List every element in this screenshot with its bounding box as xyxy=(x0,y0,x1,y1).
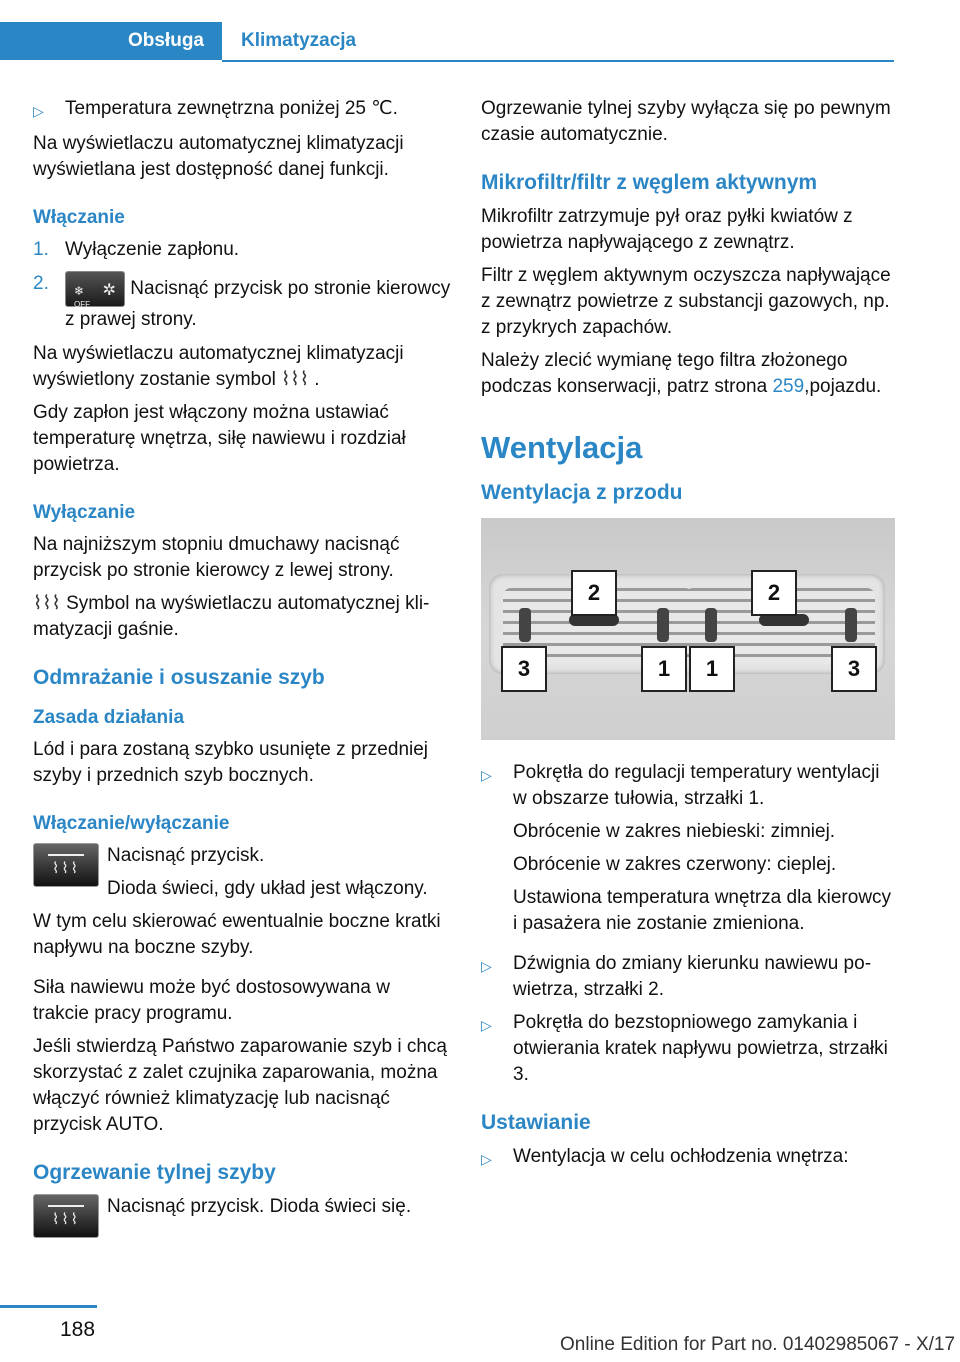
step-text: Wyłączenie zapłonu. xyxy=(65,239,240,260)
defrost-row xyxy=(33,843,451,909)
heading-zasada: Zasada działania xyxy=(33,707,185,728)
defrost-text xyxy=(107,843,428,909)
heading-wylaczanie: Wyłączanie xyxy=(33,502,136,523)
paragraph xyxy=(481,348,895,400)
bullet-text: Pokrętła do bezstopniowego zamykania i otwierania kratek napływu powietrza, strzałki 3. xyxy=(513,1012,888,1085)
tab-obsluga[interactable]: Obsługa xyxy=(0,22,222,60)
triangle-bullet-icon: ▷ xyxy=(33,103,44,119)
step-number: 2. xyxy=(33,273,49,294)
heading-wlaczanie: Włączanie xyxy=(33,207,125,228)
callout-arrow-2: 2 xyxy=(571,570,617,616)
paragraph: Mikrofiltr zatrzymuje pył oraz pyłki kwiatów z powietrza napływającego z zewnątrz. xyxy=(481,206,853,253)
rear-window-heat-button-icon: ⌇⌇⌇ xyxy=(33,1194,99,1238)
fan-off-button-icon: ❄ ✲ OFF xyxy=(65,271,125,307)
paragraph: W tym celu skierować ewentualnie boczne kratki napływu na boczne szyby. xyxy=(33,911,441,958)
bullet-text: Pokrętła do regulacji temperatury wentylacji w obszarze tułowia, strzałki 1. xyxy=(513,762,880,809)
bullet-text: Obrócenie w zakres niebieski: zimniej. xyxy=(513,821,836,842)
list-item xyxy=(481,951,895,1003)
paragraph: Gdy zapłon jest włączony można ustawiać temperaturę wnętrza, siłę nawiewu i rozdział powietrza. xyxy=(33,402,406,475)
paragraph-text-end: . xyxy=(314,369,320,390)
paragraph: Ogrzewanie tylnej szyby wyłącza się po pewnym czasie automatycznie. xyxy=(481,98,891,145)
callout-arrow-1: 1 xyxy=(689,646,735,692)
step-content xyxy=(65,271,451,333)
list-item xyxy=(481,1144,895,1172)
paragraph: Siła nawiewu może być dostosowywana w trakcie pracy programu. xyxy=(33,977,390,1024)
page-number: 188 xyxy=(60,1318,96,1341)
heading-odmrazanie: Odmrażanie i osuszanie szyb xyxy=(33,666,325,689)
bullet-content xyxy=(513,760,895,944)
paragraph: Nacisnąć przycisk. xyxy=(107,845,265,866)
heading-wentylacja: Wentylacja xyxy=(481,430,643,465)
vent-knob xyxy=(519,608,531,642)
callout-arrow-1: 1 xyxy=(641,646,687,692)
right-column xyxy=(481,96,895,1179)
paragraph xyxy=(33,591,451,643)
paragraph xyxy=(33,341,451,393)
paragraph-text: Należy zlecić wymianę tego filtra złożonego podczas konserwacji, patrz strona xyxy=(481,350,848,397)
page-link[interactable]: 259 xyxy=(772,376,805,397)
heading-wentylacja-z-przodu: Wentylacja z przodu xyxy=(481,481,683,504)
left-column xyxy=(33,96,451,1238)
triangle-bullet-icon: ▷ xyxy=(481,767,492,783)
paragraph: Filtr z węglem aktywnym oczyszcza napływające z zewnątrz powietrze z substancji gazowych, np. z przykrych zapachów. xyxy=(481,265,891,338)
callout-arrow-3: 3 xyxy=(501,646,547,692)
paragraph: Nacisnąć przycisk. Dioda świeci się. xyxy=(107,1196,412,1217)
front-vent-photo xyxy=(481,518,895,740)
vent-knob xyxy=(705,608,717,642)
list-item xyxy=(481,760,895,944)
paragraph: Na wyświetlaczu automatycznej klimatyzacji wyświetlana jest dostępność danej funkcji. xyxy=(33,133,404,180)
heat-wave-icon: ⌇⌇⌇ xyxy=(281,369,309,390)
step-2 xyxy=(33,271,451,333)
bullet-text: Wentylacja w celu ochłodzenia wnętrza: xyxy=(513,1146,849,1167)
bullet-text: Dźwignia do zmiany kierunku nawiewu powietrza, strzałki 2. xyxy=(513,953,872,1000)
paragraph: Jeśli stwierdzą Państwo zaparowanie szyb i chcą skorzystać z zalet czujnika zaparowania, można włączyć również klimatyzację lub nacisnąć przycisk AUTO. xyxy=(33,1036,447,1135)
heading-ogrzewanie-tylnej: Ogrzewanie tylnej szyby xyxy=(33,1161,276,1184)
step-text: Nacisnąć przycisk po stronie kierowcy z prawej strony. xyxy=(65,278,451,330)
heading-mikrofiltr: Mikrofiltr/filtr z węglem aktywnym xyxy=(481,171,818,194)
triangle-bullet-icon: ▷ xyxy=(481,958,492,974)
callout-arrow-3: 3 xyxy=(831,646,877,692)
tab-klimatyzacja[interactable]: Klimatyzacja xyxy=(241,30,357,51)
bullet-text: Ustawiona temperatura wnętrza dla kierowcy i pasażera nie zostanie zmieniona. xyxy=(513,887,892,934)
paragraph: Lód i para zostaną szybko usunięte z przedniej szyby i przednich szyb bocznych. xyxy=(33,739,429,786)
triangle-bullet-icon: ▷ xyxy=(481,1017,492,1033)
paragraph-text: Na wyświetlaczu automatycznej klimatyzacji wyświetlony zostanie symbol xyxy=(33,343,404,390)
vent-knob xyxy=(845,608,857,642)
paragraph-text-end: ,pojazdu. xyxy=(804,376,882,397)
page-header xyxy=(0,0,960,62)
bullet-text: Temperatura zewnętrzna poniżej 25 ℃. xyxy=(65,98,398,119)
vent-knob xyxy=(657,608,669,642)
paragraph: Na najniższym stopniu dmuchawy nacisnąć przycisk po stronie kierowcy z lewej strony. xyxy=(33,534,400,581)
paragraph: Dioda świeci, gdy układ jest włączony. xyxy=(107,878,428,899)
list-item xyxy=(33,96,451,124)
header-divider xyxy=(222,60,894,62)
heading-ustawianie: Ustawianie xyxy=(481,1111,591,1134)
triangle-bullet-icon: ▷ xyxy=(481,1151,492,1167)
callout-arrow-2: 2 xyxy=(751,570,797,616)
edition-note: Online Edition for Part no. 01402985067 - X/17 xyxy=(560,1334,956,1355)
heading-wlaczanie-wylaczanie: Włączanie/wyłączanie xyxy=(33,813,230,834)
heat-wave-icon: ⌇⌇⌇ xyxy=(33,593,61,614)
rear-heat-row xyxy=(33,1194,451,1238)
step-1 xyxy=(33,237,451,263)
step-number: 1. xyxy=(33,239,49,260)
paragraph-text: Symbol na wyświetlaczu automatycznej klimatyzacji gaśnie. xyxy=(33,593,430,640)
list-item xyxy=(481,1010,895,1088)
footer-rule xyxy=(0,1305,97,1308)
bullet-text: Obrócenie w zakres czerwony: cieplej. xyxy=(513,854,837,875)
windshield-defrost-button-icon: ⌇⌇⌇ xyxy=(33,843,99,887)
